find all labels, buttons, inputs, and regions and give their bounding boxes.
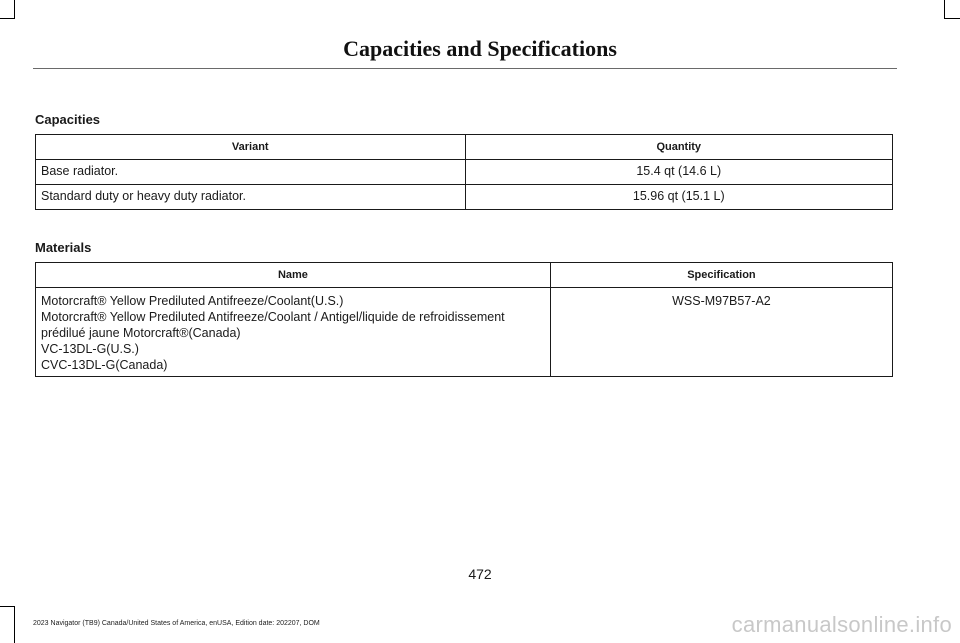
materials-heading: Materials — [35, 240, 92, 255]
column-header-variant: Variant — [36, 135, 466, 160]
material-name-line: Motorcraft® Yellow Prediluted Antifreeze/Coolant(U.S.) — [41, 294, 344, 308]
column-header-specification: Specification — [550, 263, 892, 288]
material-name-cell — [36, 288, 551, 377]
capacities-table — [35, 134, 893, 210]
capacities-heading: Capacities — [35, 112, 101, 127]
material-name-line: VC-13DL-G(U.S.) — [41, 342, 139, 356]
specification-cell: WSS-M97B57-A2 — [550, 288, 892, 377]
crop-mark-top-left-v — [14, 0, 15, 18]
materials-table — [35, 262, 893, 377]
variant-cell: Base radiator. — [36, 160, 466, 185]
column-header-quantity: Quantity — [465, 135, 893, 160]
crop-mark-bottom-left-h — [0, 606, 15, 607]
material-name-line: prédilué jaune Motorcraft®(Canada) — [41, 326, 241, 340]
table-row — [36, 160, 893, 185]
footer-edition-info: 2023 Navigator (TB9) Canada/United States of America, enUSA, Edition date: 202207, DOM — [33, 620, 320, 627]
crop-mark-bottom-left-v — [14, 606, 15, 643]
table-header-row — [36, 263, 893, 288]
crop-mark-top-right-h — [944, 18, 960, 19]
variant-cell: Standard duty or heavy duty radiator. — [36, 185, 466, 210]
crop-mark-top-right-v — [944, 0, 945, 18]
table-header-row — [36, 135, 893, 160]
watermark: carmanualsonline.info — [731, 612, 952, 637]
table-row — [36, 185, 893, 210]
page-title: Capacities and Specifications — [343, 36, 617, 61]
column-header-name: Name — [36, 263, 551, 288]
table-row — [36, 288, 893, 377]
material-name-line: CVC-13DL-G(Canada) — [41, 358, 168, 372]
quantity-cell: 15.96 qt (15.1 L) — [465, 185, 893, 210]
material-name-line: Motorcraft® Yellow Prediluted Antifreeze/Coolant / Antigel/liquide de refroidissement — [41, 310, 505, 324]
crop-mark-top-left-h — [0, 18, 15, 19]
page-number: 472 — [468, 566, 492, 582]
title-divider — [33, 68, 897, 69]
quantity-cell: 15.4 qt (14.6 L) — [465, 160, 893, 185]
